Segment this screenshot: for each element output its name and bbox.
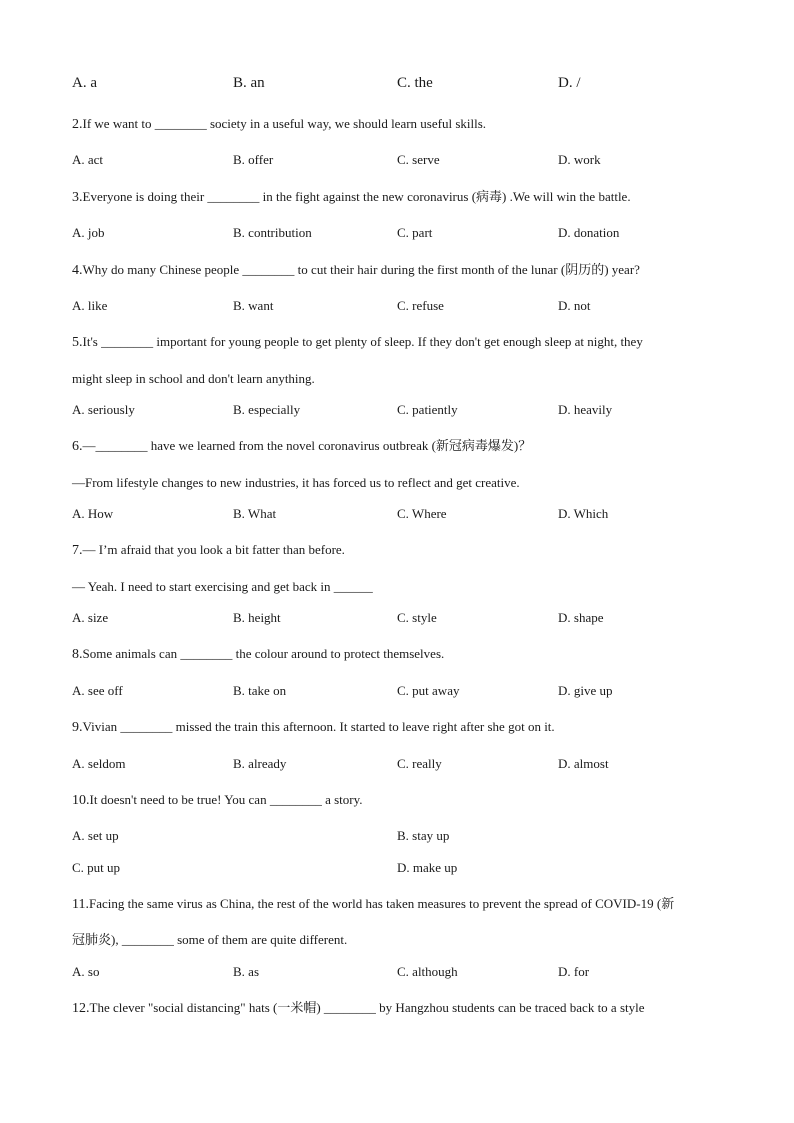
question-10 [72,791,363,810]
q2-option-b: B. offer [233,152,274,167]
q10-option-b: B. stay up [397,828,450,843]
q1-option-b: B. an [233,75,265,91]
q8-option-b: B. take on [233,683,287,698]
q7-option-d: D. shape [558,610,604,625]
question-number: 4. [72,263,83,278]
question-12 [72,999,645,1018]
q4-option-d: D. not [558,298,591,313]
q11-option-d: D. for [558,964,590,979]
q8-option-d: D. give up [558,683,613,698]
q7-option-a: A. size [72,610,109,625]
q9-option-d: D. almost [558,756,609,771]
question-11-continued: 冠肺炎), ________ some of them are quite different. [72,932,348,947]
q10-option-c: C. put up [72,860,121,875]
q3-option-c: C. part [397,225,433,240]
q3-option-a: A. job [72,225,105,240]
q2-option-d: D. work [558,152,601,167]
question-stem: Some animals can ________ the colour around to protect themselves. [82,646,445,661]
question-stem: It's ________ important for young people to get plenty of sleep. If they don't get enough sleep at night, they [82,334,643,349]
question-8 [72,645,444,664]
question-6-reply: —From lifestyle changes to new industries, it has forced us to reflect and get creative. [72,475,520,490]
q1-option-d: D. / [558,75,581,91]
q1-option-a: A. a [72,75,97,91]
question-2 [72,115,486,134]
q6-option-c: C. Where [397,506,447,521]
q11-option-a: A. so [72,964,100,979]
q2-option-a: A. act [72,152,104,167]
q5-option-b: B. especially [233,402,301,417]
q4-option-b: B. want [233,298,274,313]
question-stem: If we want to ________ society in a useful way, we should learn useful skills. [82,116,487,131]
q3-option-b: B. contribution [233,225,312,240]
q6-option-d: D. Which [558,506,609,521]
question-number: 9. [72,720,83,735]
q4-option-c: C. refuse [397,298,444,313]
question-number: 6. [72,439,83,454]
question-number: 10. [72,793,90,808]
q7-option-c: C. style [397,610,437,625]
question-6 [72,437,531,456]
q6-option-a: A. How [72,506,114,521]
q11-option-b: B. as [233,964,259,979]
q2-option-c: C. serve [397,152,440,167]
q10-option-d: D. make up [397,860,458,875]
q5-option-d: D. heavily [558,402,613,417]
question-number: 3. [72,190,83,205]
question-stem: Vivian ________ missed the train this afternoon. It started to leave right after she got on it. [82,719,555,734]
question-9 [72,718,555,737]
question-3 [72,188,631,207]
q8-option-c: C. put away [397,683,460,698]
q5-option-c: C. patiently [397,402,458,417]
question-stem: It doesn't need to be true! You can ________ a story. [89,792,363,807]
question-5-continued: might sleep in school and don't learn anything. [72,371,315,386]
q9-option-c: C. really [397,756,442,771]
question-number: 12. [72,1001,90,1016]
question-number: 7. [72,543,83,558]
question-stem: Everyone is doing their ________ in the fight against the new coronavirus (病毒) .We will win the battle. [82,189,631,204]
question-7-reply: — Yeah. I need to start exercising and get back in ______ [72,579,373,594]
q9-option-a: A. seldom [72,756,126,771]
question-stem: The clever "social distancing" hats (一米帽) ________ by Hangzhou students can be traced back to a style [89,1000,645,1015]
q1-option-c: C. the [397,75,433,91]
question-stem: — I’m afraid that you look a bit fatter than before. [82,542,345,557]
question-11 [72,895,674,914]
q10-option-a: A. set up [72,828,119,843]
q8-option-a: A. see off [72,683,123,698]
question-stem: Why do many Chinese people ________ to cut their hair during the first month of the lunar (阴历的) year? [82,262,640,277]
question-4 [72,261,640,280]
q6-option-b: B. What [233,506,277,521]
question-number: 8. [72,647,83,662]
question-stem: Facing the same virus as China, the rest of the world has taken measures to prevent the spread of COVID-19 (新 [88,896,675,911]
q11-option-c: C. although [397,964,458,979]
q9-option-b: B. already [233,756,287,771]
q3-option-d: D. donation [558,225,620,240]
question-number: 11. [72,897,89,912]
q4-option-a: A. like [72,298,108,313]
question-number: 2. [72,117,83,132]
q5-option-a: A. seriously [72,402,135,417]
question-number: 5. [72,335,83,350]
question-7 [72,541,345,560]
question-5 [72,333,643,352]
q7-option-b: B. height [233,610,281,625]
question-stem: —________ have we learned from the novel coronavirus outbreak (新冠病毒爆发)？ [82,438,532,453]
